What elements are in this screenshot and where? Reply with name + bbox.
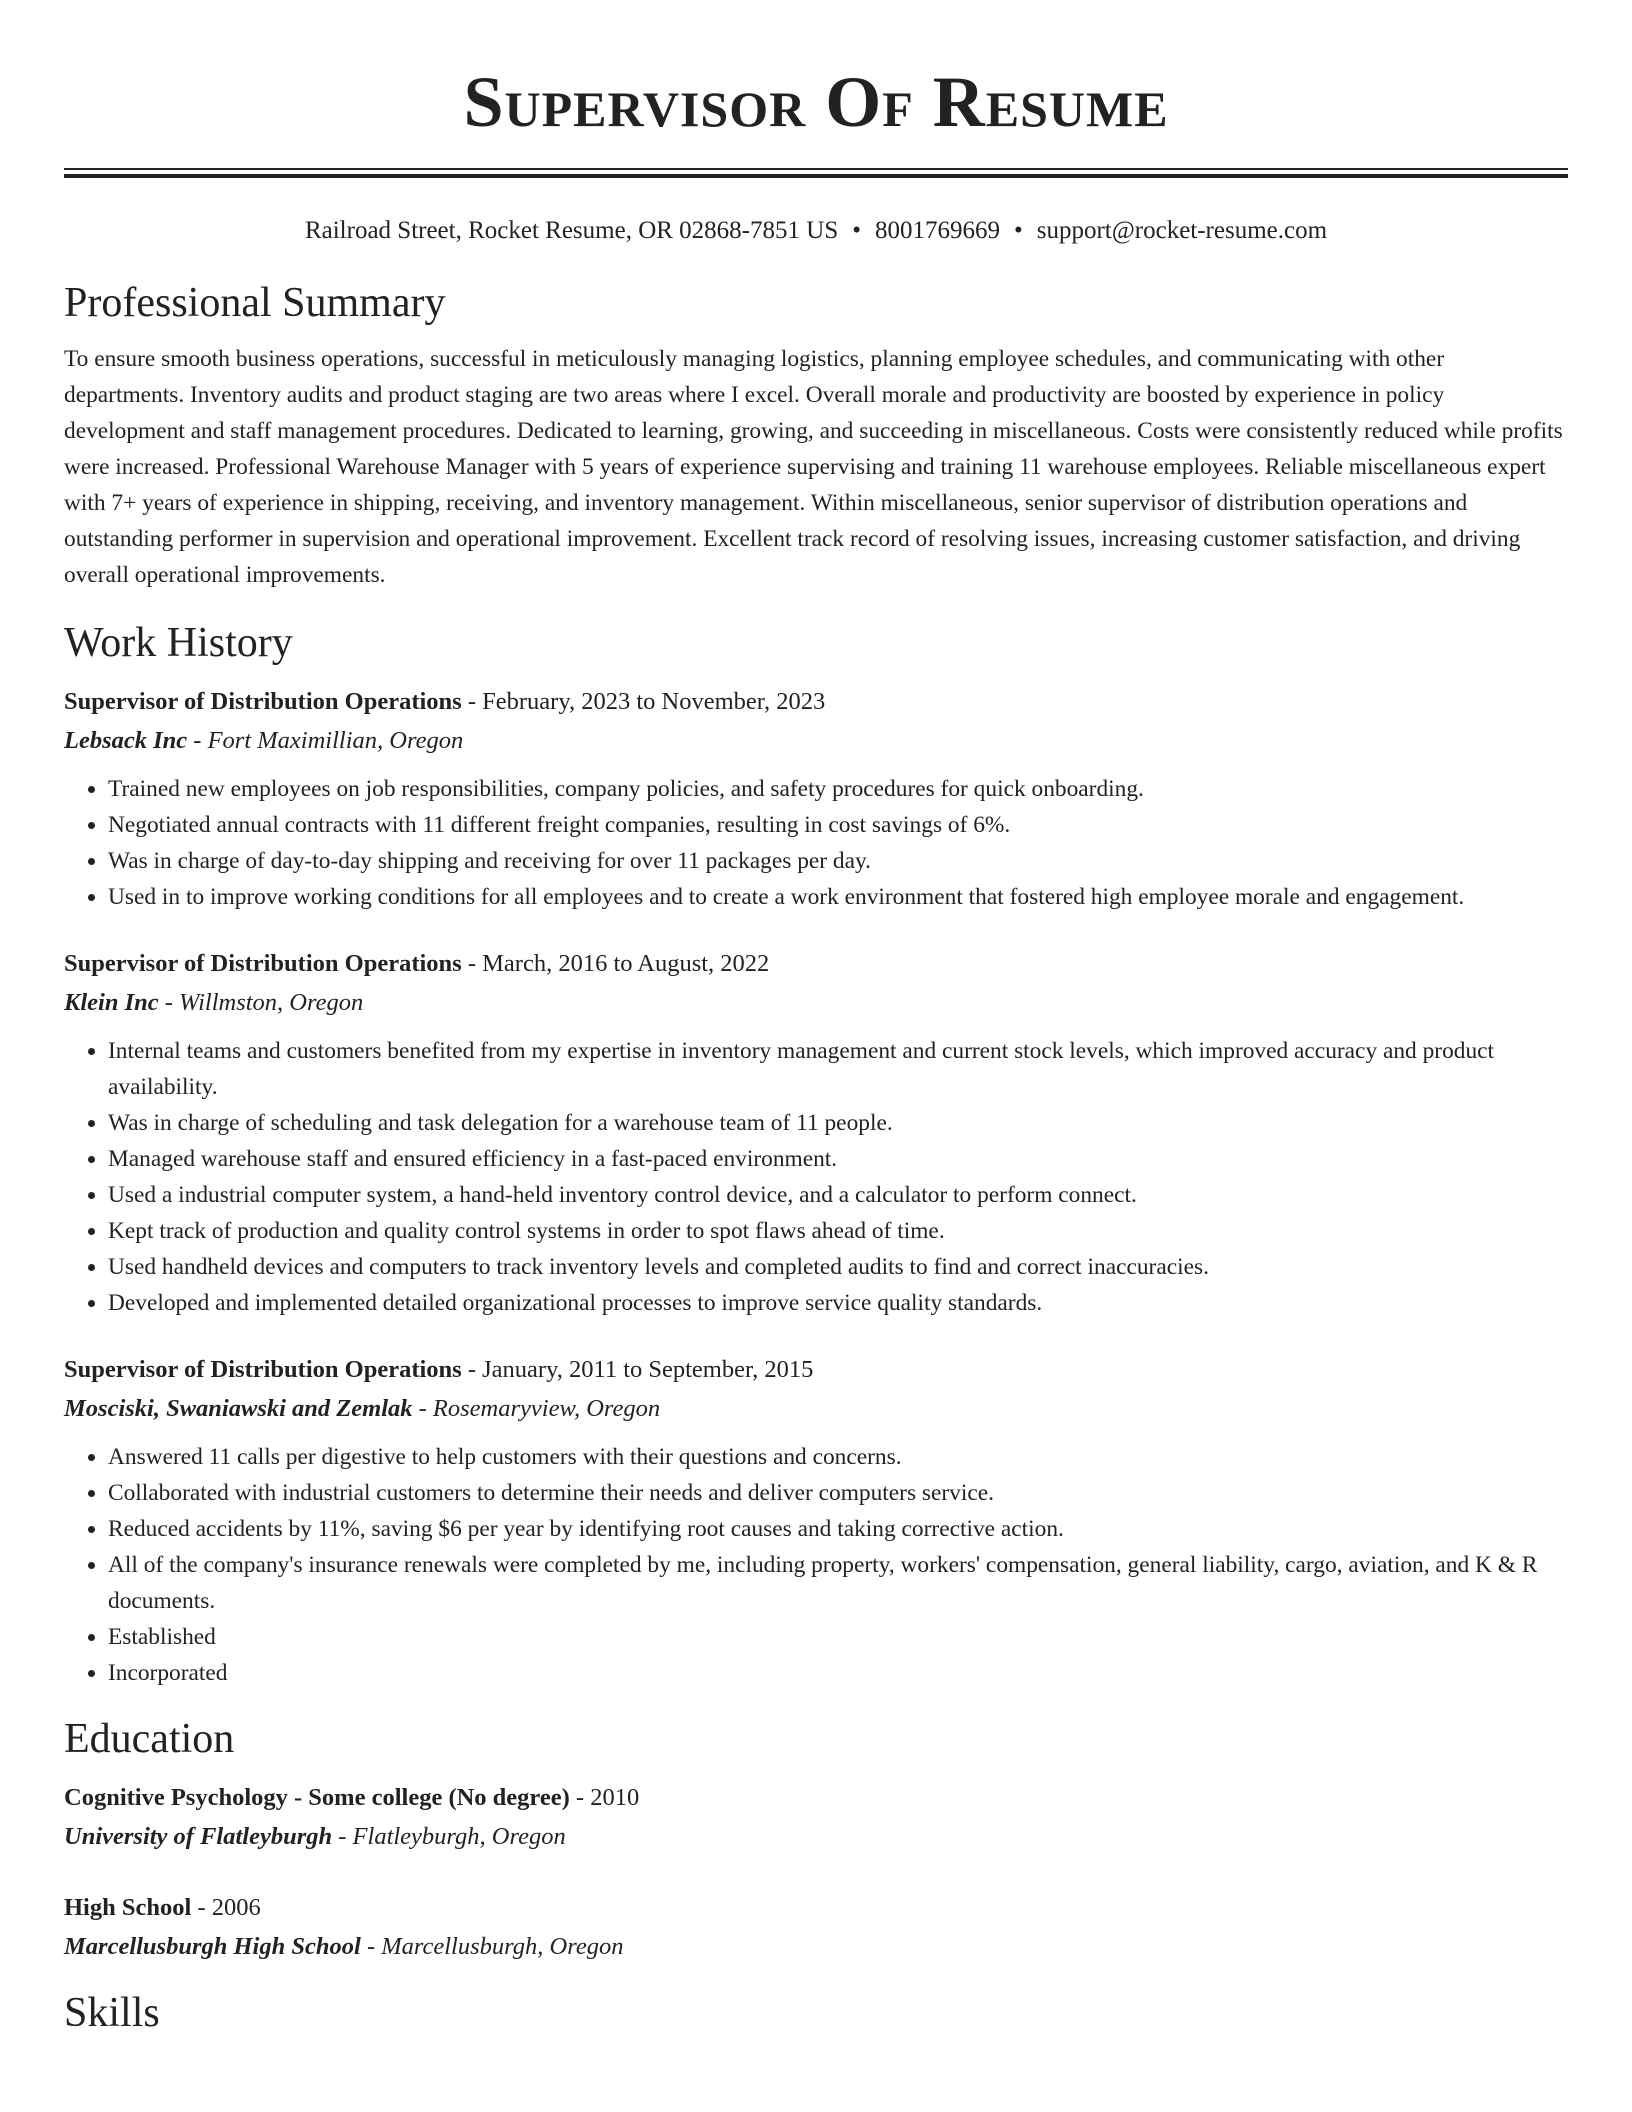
job-heading: [64, 683, 1568, 721]
job-title: Supervisor of Distribution Operations: [64, 950, 462, 977]
job-dates: - February, 2023 to November, 2023: [461, 688, 826, 715]
resume-title: Supervisor Of Resume: [463, 62, 1169, 142]
job-location: - Rosemaryview, Oregon: [412, 1395, 661, 1422]
work-heading: Work History: [64, 620, 293, 666]
education-section: [64, 1713, 1568, 1967]
job-bullet: • Reduced accidents by 11%, saving $6 per year by identifying root causes and taking corrective action.: [108, 1511, 1568, 1547]
work-section: [64, 617, 1568, 1691]
job-bullet: • Used handheld devices and computers to track inventory levels and completed audits to find and correct inaccuracies.: [108, 1249, 1568, 1285]
education-school-line: [64, 1927, 1568, 1967]
job-bullet: • Used a industrial computer system, a hand-held inventory control device, and a calculator to perform connect.: [108, 1177, 1568, 1213]
job-entry: [64, 945, 1568, 1321]
job-employer: [64, 983, 1568, 1023]
skills-section: [64, 1987, 1568, 2039]
education-location: - Marcellusburgh, Oregon: [360, 1933, 624, 1960]
job-company: Klein Inc: [64, 989, 159, 1016]
education-school: University of Flatleyburgh: [64, 1823, 333, 1850]
title-double-rule: [64, 168, 1568, 178]
job-bullet: • Internal teams and customers benefited from my expertise in inventory management and current stock levels, which improved accuracy and product availability.: [108, 1033, 1568, 1105]
job-entry: [64, 683, 1568, 915]
education-heading-line: [64, 1779, 1568, 1817]
education-degree: High School: [64, 1894, 192, 1921]
job-bullet: • All of the company's insurance renewals were completed by me, including property, workers' compensation, general liability, cargo, aviation, and K & R documents.: [108, 1547, 1568, 1619]
job-heading: [64, 1351, 1568, 1389]
summary-section: [64, 277, 1568, 593]
job-bullet: • Managed warehouse staff and ensured efficiency in a fast-paced environment.: [108, 1141, 1568, 1177]
job-title: Supervisor of Distribution Operations: [64, 1356, 462, 1383]
contact-phone: 8001769669: [874, 217, 1000, 244]
job-company: Mosciski, Swaniawski and Zemlak: [64, 1395, 413, 1422]
job-employer: [64, 721, 1568, 761]
job-bullet: • Developed and implemented detailed organizational processes to improve service quality standards.: [108, 1285, 1568, 1321]
job-bullets: [64, 1439, 1568, 1691]
job-entry: [64, 1351, 1568, 1691]
contact-address: Railroad Street, Rocket Resume, OR 02868-7851 US: [304, 217, 839, 244]
job-bullet: • Was in charge of scheduling and task delegation for a warehouse team of 11 people.: [108, 1105, 1568, 1141]
job-bullet: • Established: [108, 1619, 1568, 1655]
summary-heading: Professional Summary: [64, 280, 446, 326]
education-year: - 2006: [191, 1894, 261, 1921]
contact-line: [64, 214, 1568, 248]
education-school-line: [64, 1817, 1568, 1857]
job-heading: [64, 945, 1568, 983]
job-dates: - March, 2016 to August, 2022: [461, 950, 770, 977]
job-bullet: • Incorporated: [108, 1655, 1568, 1691]
job-bullets: [64, 771, 1568, 915]
job-bullet: • Negotiated annual contracts with 11 different freight companies, resulting in cost savings of 6%.: [108, 807, 1568, 843]
job-location: - Willmston, Oregon: [158, 989, 364, 1016]
job-bullets: [64, 1033, 1568, 1321]
education-degree: Cognitive Psychology - Some college (No degree): [64, 1784, 570, 1811]
job-title: Supervisor of Distribution Operations: [64, 688, 462, 715]
education-entry: [64, 1779, 1568, 1857]
summary-text: To ensure smooth business operations, successful in meticulously managing logistics, planning employee schedules, and communicating with other departments. Inventory audits and product staging are two areas where I excel. Overall morale and productivity are boosted by experience in policy development and staff management procedures. Dedicated to learning, growing, and succeeding in miscellaneous. Costs were consistently reduced while profits were increased. Professional Warehouse Manager with 5 years of experience supervising and training 11 warehouse employees. Reliable miscellaneous expert with 7+ years of experience in shipping, receiving, and inventory management. Within miscellaneous, senior supervisor of distribution operations and outstanding performer in supervision and operational improvement. Excellent track record of resolving issues, increasing customer satisfaction, and driving overall operational improvements.: [64, 346, 1563, 588]
job-bullet: • Used in to improve working conditions for all employees and to create a work environment that fostered high employee morale and engagement.: [108, 879, 1568, 915]
resume-page: [64, 0, 1568, 2039]
contact-separator: •: [852, 217, 861, 244]
job-location: - Fort Maximillian, Oregon: [187, 727, 464, 754]
job-dates: - January, 2011 to September, 2015: [461, 1356, 814, 1383]
job-employer: [64, 1389, 1568, 1429]
education-year: - 2010: [569, 1784, 640, 1811]
job-bullet: • Trained new employees on job responsibilities, company policies, and safety procedures for quick onboarding.: [108, 771, 1568, 807]
education-heading-line: [64, 1889, 1568, 1927]
job-bullet: • Was in charge of day-to-day shipping and receiving for over 11 packages per day.: [108, 843, 1568, 879]
education-school: Marcellusburgh High School: [64, 1933, 361, 1960]
education-entry: [64, 1889, 1568, 1967]
contact-separator: •: [1013, 217, 1023, 244]
job-bullet: • Collaborated with industrial customers to determine their needs and deliver computers service.: [108, 1475, 1568, 1511]
skills-heading: Skills: [64, 1990, 160, 2036]
education-heading: Education: [64, 1716, 235, 1762]
job-bullet: • Answered 11 calls per digestive to help customers with their questions and concerns.: [108, 1439, 1568, 1475]
contact-email[interactable]: support@rocket-resume.com: [1036, 217, 1328, 244]
job-bullet: • Kept track of production and quality control systems in order to spot flaws ahead of time.: [108, 1213, 1568, 1249]
education-location: - Flatleyburgh, Oregon: [332, 1823, 566, 1850]
job-company: Lebsack Inc: [64, 727, 188, 754]
